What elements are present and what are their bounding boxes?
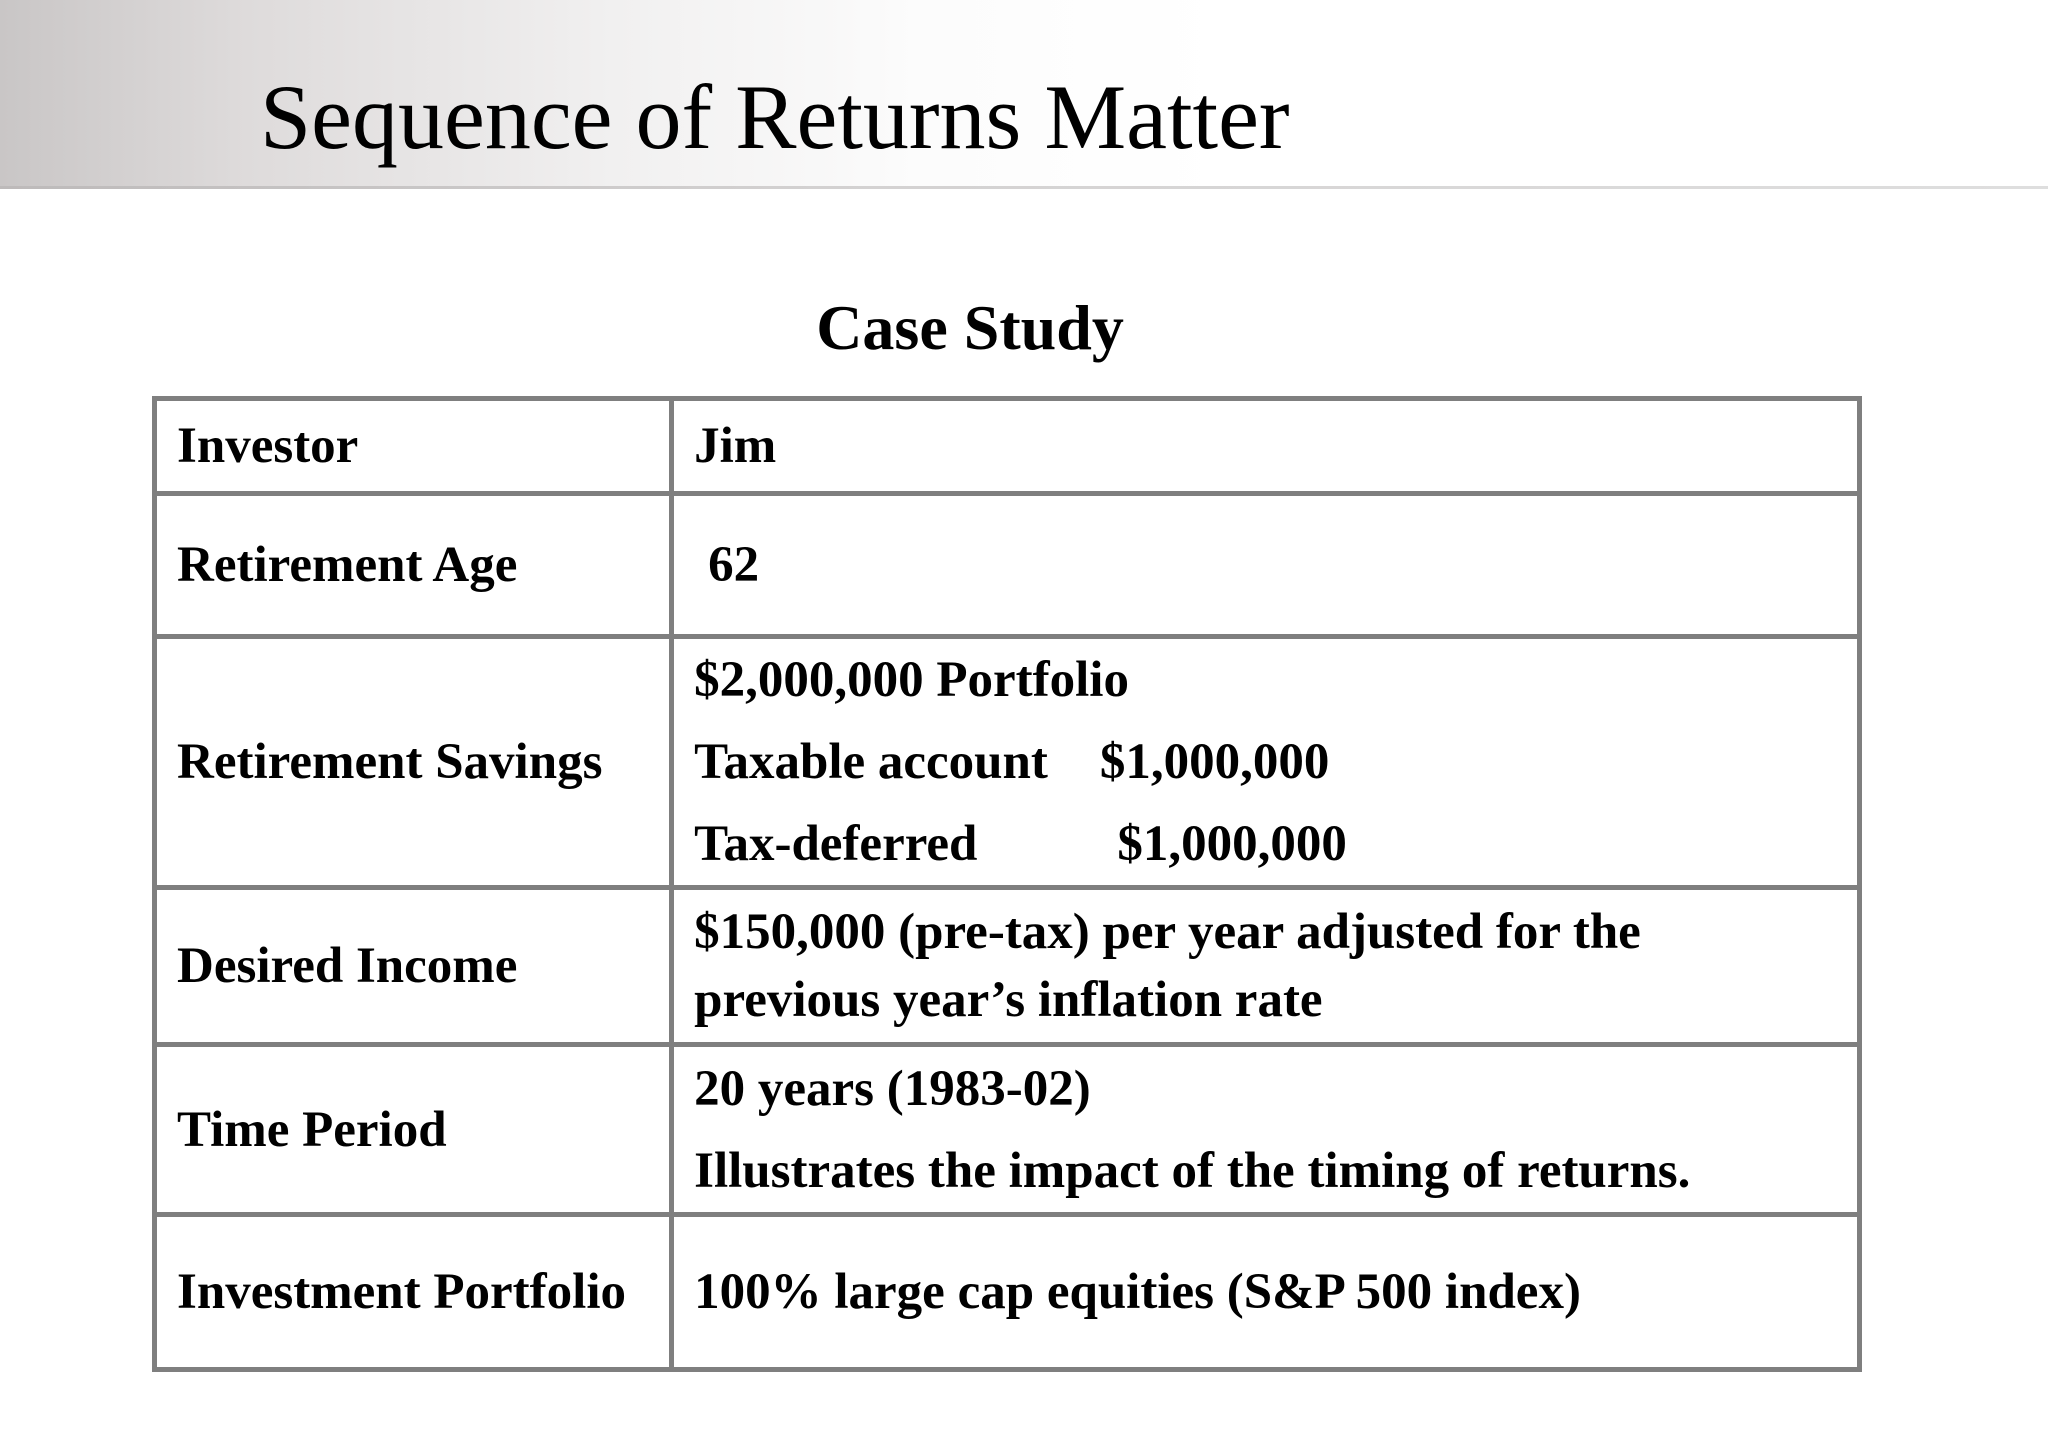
row-label-text: Investor: [177, 418, 359, 474]
row-label: [155, 888, 672, 1045]
row-label: [155, 494, 672, 637]
row-label-text: Retirement Age: [177, 537, 518, 593]
row-label: [155, 637, 672, 888]
table-row-retirement-age: [155, 494, 1860, 637]
row-label: [155, 399, 672, 494]
income-line-2: previous year’s inflation rate: [694, 972, 1323, 1028]
row-label-text: Desired Income: [177, 938, 518, 994]
account-name: Tax-deferred: [694, 816, 978, 872]
investor-name: Jim: [694, 418, 777, 474]
account-line-taxable: [694, 721, 1837, 803]
table-row-time-period: [155, 1045, 1860, 1215]
row-label-text: Investment Portfolio: [177, 1264, 626, 1320]
row-value: [672, 888, 1860, 1045]
header-divider: [0, 186, 2048, 189]
table-row-retirement-savings: [155, 637, 1860, 888]
retirement-age-value: 62: [708, 537, 760, 593]
income-line-1: $150,000 (pre-tax) per year adjusted for the: [694, 904, 1641, 960]
row-label-text: Time Period: [177, 1101, 447, 1158]
portfolio-description: 100% large cap equities (S&P 500 index): [694, 1264, 1581, 1320]
row-value: [672, 637, 1860, 888]
period-line-2: Illustrates the impact of the timing of returns.: [694, 1142, 1691, 1199]
portfolio-total: $2,000,000 Portfolio: [694, 652, 1129, 708]
table-row-investor: [155, 399, 1860, 494]
slide-title: Sequence of Returns Matter: [260, 66, 1290, 168]
table-row-investment-portfolio: [155, 1215, 1860, 1370]
account-name: Taxable account: [694, 734, 1048, 790]
case-study-table: [152, 396, 1862, 1372]
row-label-text: Retirement Savings: [177, 734, 603, 790]
row-value: [672, 1215, 1860, 1370]
row-value: [672, 494, 1860, 637]
account-amount: $1,000,000: [1117, 816, 1347, 872]
row-label: [155, 1045, 672, 1215]
row-value: [672, 399, 1860, 494]
table-caption: Case Study: [816, 292, 1124, 363]
row-label: [155, 1215, 672, 1370]
period-line-1: 20 years (1983-02): [694, 1060, 1091, 1117]
row-value: [672, 1045, 1860, 1215]
account-line-tax-deferred: [694, 803, 1837, 885]
account-amount: $1,000,000: [1099, 734, 1330, 790]
table-row-desired-income: [155, 888, 1860, 1045]
